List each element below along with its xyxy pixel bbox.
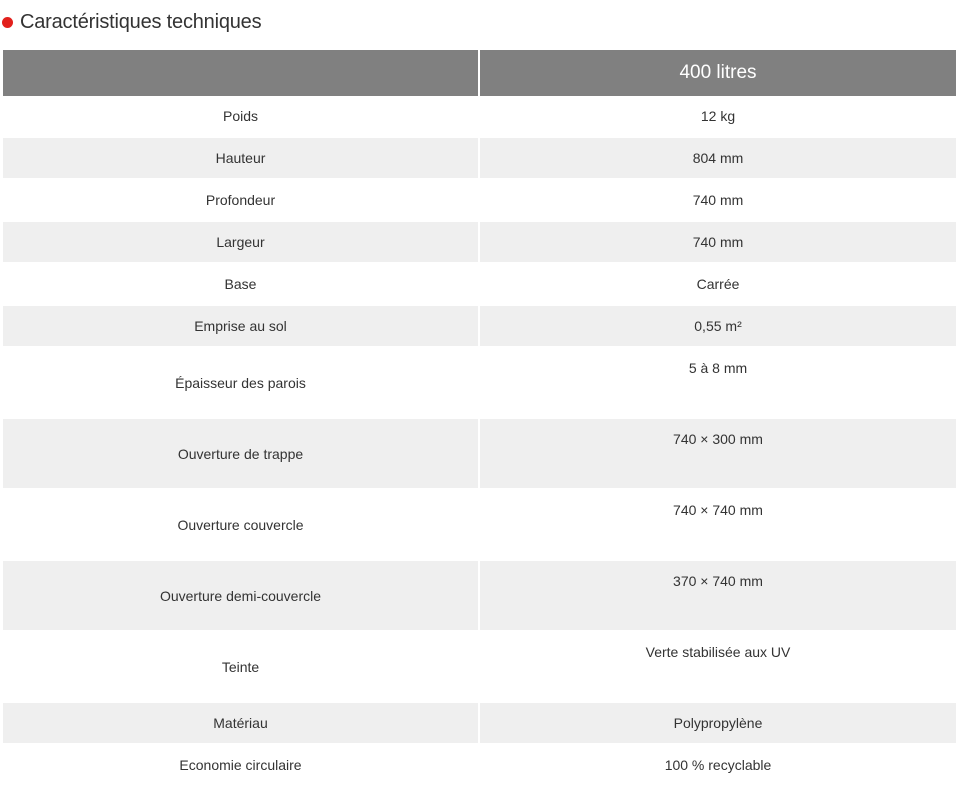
spec-value: Polypropylène — [479, 703, 956, 743]
spec-label: Matériau — [3, 703, 479, 743]
header-label-cell — [3, 50, 479, 96]
table-row — [3, 180, 956, 220]
table-row — [3, 490, 956, 559]
spec-value: 370 × 740 mm — [479, 561, 956, 630]
spec-label: Base — [3, 264, 479, 304]
specifications-table — [3, 50, 956, 785]
table-row — [3, 745, 956, 785]
spec-value: 5 à 8 mm — [688, 360, 748, 376]
spec-label: Ouverture demi-couvercle — [3, 561, 479, 630]
table-row — [3, 222, 956, 262]
section-heading — [2, 8, 261, 36]
table-row — [3, 264, 956, 304]
spec-value: 0,55 m² — [479, 306, 956, 346]
spec-label: Hauteur — [3, 138, 479, 178]
table-row — [3, 632, 956, 701]
spec-label: Ouverture couvercle — [3, 490, 479, 559]
spec-label: Épaisseur des parois — [3, 348, 479, 417]
table-row — [3, 138, 956, 178]
spec-value: 740 × 740 mm — [673, 502, 763, 518]
red-bullet-icon — [2, 17, 13, 28]
spec-label: Poids — [3, 96, 479, 136]
spec-value: 740 mm — [479, 222, 956, 262]
spec-label: Ouverture de trappe — [3, 419, 479, 488]
table-row — [3, 703, 956, 743]
spec-value: 12 kg — [700, 108, 736, 124]
spec-value: Verte stabilisée aux UV — [645, 644, 791, 660]
table-row — [3, 561, 956, 630]
spec-value: 740 × 300 mm — [479, 419, 956, 488]
spec-value: 740 mm — [692, 192, 744, 208]
header-volume-cell: 400 litres — [479, 50, 956, 96]
spec-label: Profondeur — [3, 180, 479, 220]
table-row — [3, 419, 956, 488]
table-row — [3, 348, 956, 417]
table-row — [3, 306, 956, 346]
section-title: Caractéristiques techniques — [20, 10, 262, 33]
table-header-row — [3, 50, 956, 96]
spec-label: Economie circulaire — [3, 745, 479, 785]
spec-label: Largeur — [3, 222, 479, 262]
spec-value: 100 % recyclable — [664, 757, 772, 773]
table-row — [3, 96, 956, 136]
spec-label: Emprise au sol — [3, 306, 479, 346]
spec-label: Teinte — [3, 632, 479, 701]
spec-value: 804 mm — [479, 138, 956, 178]
spec-value: Carrée — [696, 276, 740, 292]
